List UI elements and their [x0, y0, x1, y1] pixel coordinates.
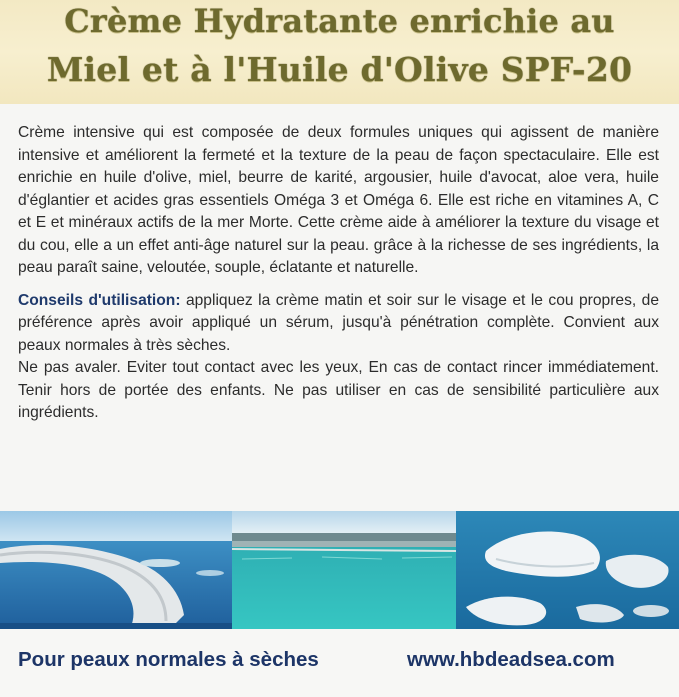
website-link[interactable]: www.hbdeadsea.com [407, 648, 615, 671]
usage-label: Conseils d'utilisation: [18, 291, 181, 309]
turquoise-sea-photo [232, 511, 456, 629]
dead-sea-photo-strip [0, 511, 679, 629]
label-body [18, 122, 659, 425]
salt-shoreline-photo [0, 511, 232, 629]
skin-type-tagline: Pour peaux normales à sèches [18, 648, 319, 671]
product-title-line-2: Miel et à l'Huile d'Olive SPF-20 [46, 50, 633, 89]
product-description: Crème intensive qui est composée de deux formules uniques qui agissent de manière intensive et améliorent la fermeté et la texture de la peau de façon spectaculaire. Elle est enrichie en huile d'olive, miel, beurre de karité, argousier, huile d'avocat, aloe vera, huile d'églantier et acides gras essentiels Oméga 3 et Oméga 6. Elle est riche en vitamines A, C et E et minéraux actifs de la mer Morte. Cette crème aide à améliorer la texture du visage et du cou, elle a un effet anti-âge naturel sur la peau. grâce à la richesse de ses ingrédients, la peau paraît saine, veloutée, souple, éclatante et naturelle. [18, 124, 659, 276]
usage-text: appliquez la crème matin et soir sur le visage et le cou propres, de préférence après avoir appliqué un sérum, jusqu'à pénétration complète. Convient aux peaux normales à très sèches. [18, 291, 659, 354]
title-banner [0, 0, 679, 104]
product-title-line-1: Crème Hydratante enrichie au [64, 2, 615, 40]
salt-formations-photo [456, 511, 679, 629]
safety-warning: Ne pas avaler. Eviter tout contact avec les yeux, En cas de contact rincer immédiatement. Tenir hors de portée des enfants. Ne pas utiliser en cas de sensibilité particulière aux ingrédients. [18, 359, 659, 421]
label-footer [0, 629, 679, 697]
usage-instructions [18, 290, 659, 358]
